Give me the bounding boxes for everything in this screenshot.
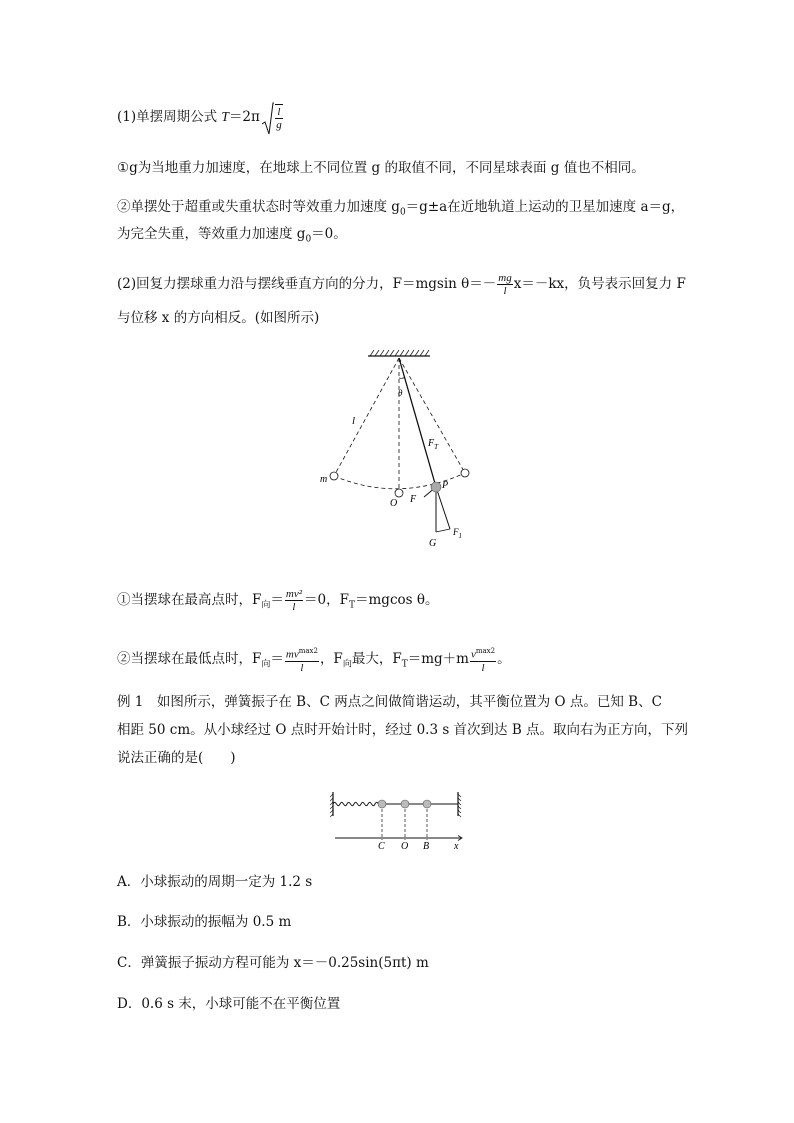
sqrt-denominator: g xyxy=(276,119,282,131)
example-line-2: 相距 50 cm。从小球经过 O 点时开始计时，经过 0.3 s 首次到达 B 点。取向右为正方向，下列 xyxy=(117,722,689,738)
p2-eq: ＝ xyxy=(270,650,284,667)
label-f1 xyxy=(452,527,462,540)
p1-eq: ＝ xyxy=(270,592,284,608)
p1-text-a: ①当摆球在最高点时，F xyxy=(117,592,262,608)
p2-num2-sup: max2 xyxy=(475,647,496,655)
spring-oscillator-diagram xyxy=(330,790,470,852)
restoring-force-line-2: 与位移 x 的方向相反。(如图所示) xyxy=(117,310,320,326)
label-o-spring: O xyxy=(401,841,409,852)
sqrt-sign xyxy=(262,102,274,136)
restoring-force-line-1 xyxy=(117,272,686,297)
ball-left xyxy=(330,472,338,480)
restoring-text-b: x＝－kx，负号表示回复力 F xyxy=(513,276,686,292)
example-line-1: 例 1 如图所示，弹簧振子在 B、C 两点之间做简谐运动，其平衡位置为 O 点。已知 B、C xyxy=(117,694,662,710)
formula-eq: ＝2π xyxy=(228,109,260,125)
p2-numerator-2 xyxy=(470,645,496,662)
ball-p xyxy=(431,482,441,492)
frac-denominator: l xyxy=(503,285,507,297)
item-1: ①g为当地重力加速度，在地球上不同位置 g 的取值不同，不同星球表面 g 值也不相同。 xyxy=(117,160,645,176)
p2-text-d: ＝mg＋m xyxy=(407,650,469,667)
ball-center xyxy=(395,489,403,497)
item-2-text-b: ＝g±a在近地轨道上运动的卫星加速度 a＝g， xyxy=(405,199,685,215)
p1-sub: 向 xyxy=(261,600,271,611)
p2-denominator-2: l xyxy=(481,661,485,674)
item-2-text-a: ②单摆处于超重或失重状态时等效重力加速度 g xyxy=(117,199,400,215)
p2-fraction-2 xyxy=(470,645,496,674)
ball-b xyxy=(423,800,431,808)
pendulum-diagram xyxy=(310,348,500,553)
p1-text-b: ＝0，F xyxy=(304,592,349,608)
item-2-sub: 0 xyxy=(399,207,406,218)
p2-text-e: 。 xyxy=(497,650,511,667)
option-c[interactable]: C．弹簧振子振动方程可能为 x＝－0.25sin(5πt) m xyxy=(117,955,429,971)
sqrt-numerator: l xyxy=(275,106,283,119)
p1-denominator: l xyxy=(292,601,296,613)
item-2-line2-text-b: ＝0。 xyxy=(311,226,347,242)
restoring-text-a: (2)回复力摆球重力沿与摆线垂直方向的分力，F＝mgsin θ＝－ xyxy=(117,276,497,292)
item-2-line2-text-a: 为完全失重，等效重力加速度 g xyxy=(117,226,306,242)
p1-numerator: mv² xyxy=(285,588,303,600)
mg-over-l-fraction xyxy=(497,272,512,297)
label-ft-main: F xyxy=(428,438,435,449)
item-2-line-2 xyxy=(117,224,347,250)
point-2 xyxy=(117,645,511,675)
label-b: B xyxy=(423,841,430,852)
sqrt-expression xyxy=(264,104,284,131)
label-x: x xyxy=(454,841,459,852)
p2-text-a: ②当摆球在最低点时，F xyxy=(117,650,262,667)
spring-coil xyxy=(333,802,382,805)
item-2-line2-sub: 0 xyxy=(305,234,312,245)
p2-num-text: mv xyxy=(285,648,299,661)
label-o: O xyxy=(390,498,398,509)
label-theta: θ xyxy=(398,388,403,398)
frac-numerator: mg xyxy=(498,272,512,284)
label-f1-sub: 1 xyxy=(458,532,462,540)
label-m: m xyxy=(320,474,328,485)
ball-o xyxy=(401,800,409,808)
label-l: l xyxy=(352,415,356,427)
ball-c xyxy=(378,800,386,808)
formula-T: T xyxy=(221,109,229,124)
p2-numerator xyxy=(285,645,319,662)
option-d[interactable]: D．0.6 s 末，小球可能不在平衡位置 xyxy=(117,996,341,1012)
p2-text-c: 最大，F xyxy=(351,650,402,667)
label-c: C xyxy=(378,841,385,852)
label-f: F xyxy=(410,494,417,505)
parallelogram-edge xyxy=(436,529,450,532)
ball-right xyxy=(461,469,469,477)
item-2-line-1 xyxy=(117,197,684,223)
p2-denominator: l xyxy=(300,661,304,674)
option-b[interactable]: B．小球振动的振幅为 0.5 m xyxy=(117,914,292,930)
label-ft-sub: T xyxy=(434,443,439,451)
p1-text-c: ＝mgcos θ。 xyxy=(355,592,439,608)
p2-sub: 向 xyxy=(261,659,271,670)
p2-text-b: ，F xyxy=(319,650,343,667)
point-1 xyxy=(117,588,438,616)
sqrt-fraction xyxy=(275,104,283,131)
ceiling-support xyxy=(368,350,430,356)
p1-sub2: T xyxy=(348,600,355,611)
p2-fraction xyxy=(285,645,319,674)
right-string-dashed xyxy=(399,358,465,473)
period-formula-heading xyxy=(117,104,284,131)
p1-fraction xyxy=(285,588,303,613)
heading-text: (1)单摆周期公式 xyxy=(117,109,222,125)
label-f1-main: F xyxy=(453,527,459,537)
f1-vector xyxy=(436,487,450,529)
option-a[interactable]: A．小球振动的周期一定为 1.2 s xyxy=(117,874,313,890)
example-line-3: 说法正确的是( ) xyxy=(117,750,236,766)
p2-sub2: 向 xyxy=(342,659,352,670)
label-g: G xyxy=(429,538,437,549)
label-p: P xyxy=(442,480,449,491)
left-string-dashed xyxy=(334,358,399,476)
p2-num-sup: max2 xyxy=(298,647,318,655)
p2-sub3: T xyxy=(401,659,408,670)
label-ft xyxy=(427,438,439,451)
p2-num2-text: v xyxy=(470,648,476,661)
